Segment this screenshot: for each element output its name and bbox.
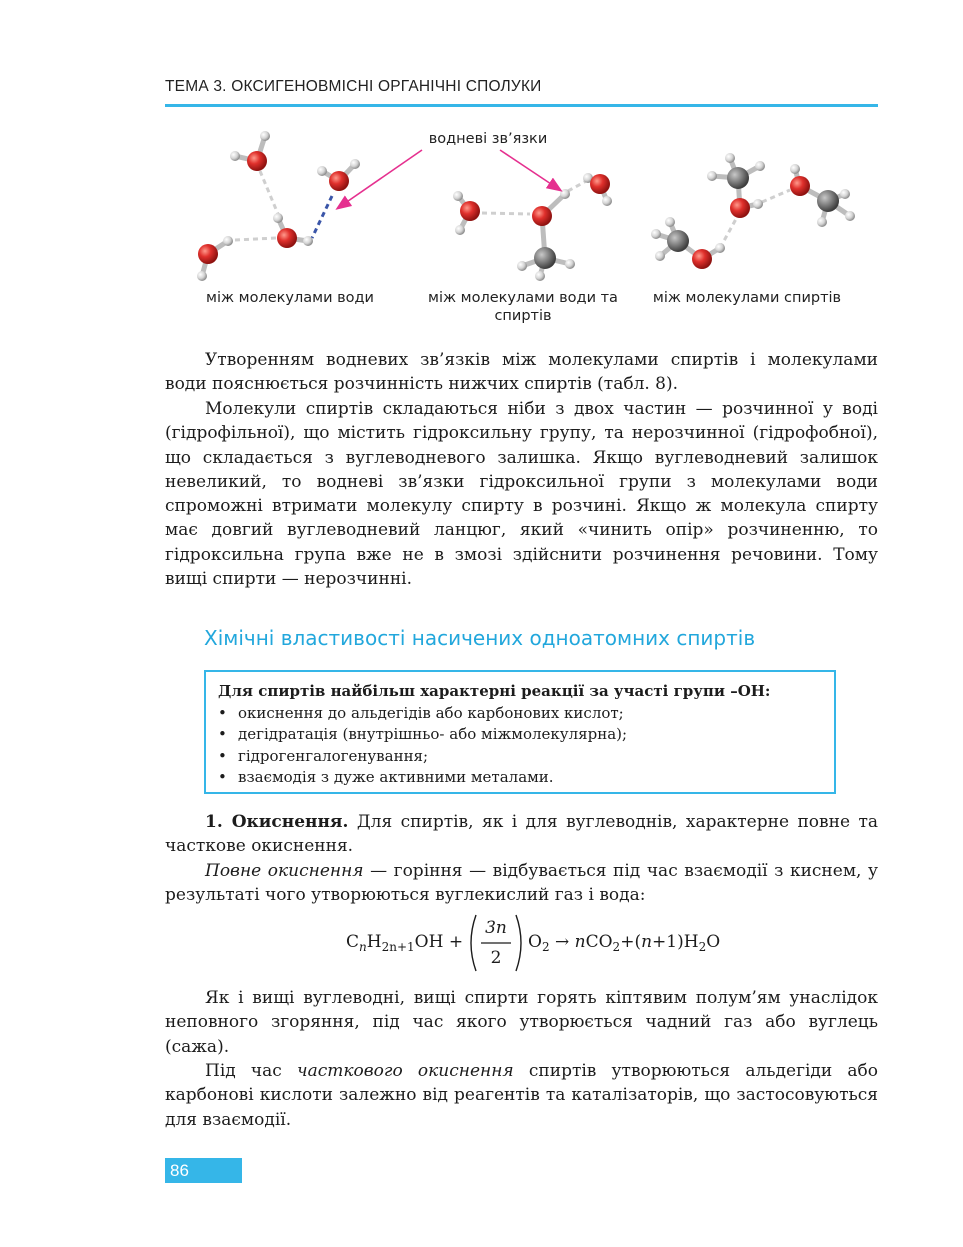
hydrogen-bond-figure [190,126,870,336]
paragraph-hydrophilic-text: Молекули спиртів складаються ніби з двох частин — розчинної у воді (гідрофільної), що містить гідроксильну групу, та нерозчинної (гідрофобної), що складається з вуглеводневого залишка. Якщо вуглеводневий залишок невеликий, то водневі зв’язки гідроксильної групи з молекулами води спроможні втримати молекулу спирту в розчині. Якщо ж молекула спирту має довгий вуглеводневий ланцюг, який «чинить опір» розчиненню, то гідроксильна група вже не в змозі здійснити розчинення речовини. Тому вищі спирти — нерозчинні. [165,399,878,590]
fraction-numerator: 3n [485,918,507,938]
box-item: • гідрогенгалогенування; [218,746,429,765]
partial-oxidation-rest: спиртів утворюються альдегіди або карбонові кислоти залежно від реагентів та каталізаторів, що застосовуються для взаємодії. [165,1061,879,1130]
box-item: • взаємодія з дуже активними металами. [218,768,554,786]
box-item: • дегідратація (внутрішньо- або міжмолекулярна); [218,725,628,743]
partial-oxidation-term: часткового окиснення [297,1061,514,1081]
reactions-box [204,670,836,794]
section-title: Хімічні властивості насичених одноатомних спиртів [204,626,756,650]
caption-alcohol: між молекулами спиртів [652,290,842,306]
oxidation-heading: 1. Окиснення. [205,812,349,832]
alcohol-cluster [651,153,855,269]
page-number: 86 [165,1158,242,1183]
running-header: ТЕМА 3. ОКСИГЕНОВМІСНІ ОРГАНІЧНІ СПОЛУКИ [165,78,542,95]
oxidation-text: Для спиртів, як і для вуглеводнів, характерне повне та часткове окиснення. [165,812,878,857]
full-oxidation-text: — горіння — відбувається під час взаємодії з киснем, у результаті чого утворюються вуглекислий газ і вода: [165,861,879,906]
higher-alcohols-text: Як і вищі вуглеводні, вищі спирти горять кіптявим полум’ям унаслідок неповного згоряння, під час якого утворюється чадний газ або вуглець (сажа). [165,988,878,1057]
paragraph-full-oxidation [165,859,878,908]
paragraph-solubility-text: Утворенням водневих зв’язків між молекулами спиртів і молекулами води пояснюється розчинність нижчих спиртів (табл. 8). [165,350,878,395]
callout-label: водневі зв’язки [428,131,548,147]
box-title: Для спиртів найбільш характерні реакції за участі групи –OH: [218,682,771,700]
fraction-denominator: 2 [490,948,502,968]
partial-oxidation-start: Під час [205,1061,282,1081]
paragraph-partial-oxidation [165,1059,878,1132]
callout-arrows [338,150,560,208]
caption-water-alcohol: між молекулами води та спиртів [428,290,618,324]
paragraph-hydrophilic [165,397,878,591]
paragraph-oxidation [165,810,878,859]
water-alcohol-cluster [453,173,612,281]
water-cluster [197,131,360,281]
header-rule [165,104,878,107]
full-oxidation-term: Повне окиснення [205,861,364,881]
paragraph-higher-alcohols [165,986,878,1059]
caption-water: між молекулами води [206,290,374,306]
box-item: • окиснення до альдегідів або карбонових кислот; [218,703,624,722]
paragraph-solubility [165,348,878,397]
